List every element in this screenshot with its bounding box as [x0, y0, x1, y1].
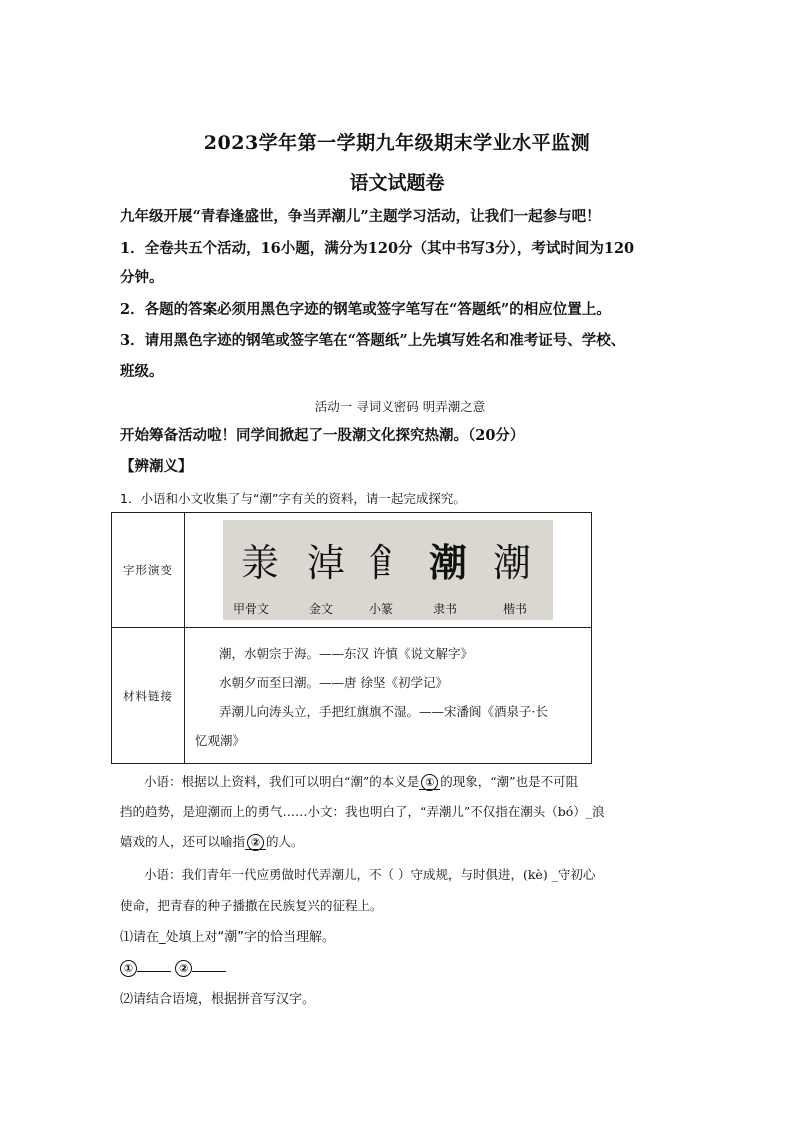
note-3: 3．请用黑色字迹的钢笔或签字笔在“答题纸”上先填写姓名和准考证号、学校、 — [120, 332, 626, 349]
dialogue-p1-line2: 挡的趋势，是迎潮而上的勇气……小文：我也明白了，“弄潮儿”不仅指在潮头（bó）_浪 — [120, 804, 605, 819]
answer-blank-1[interactable] — [137, 971, 171, 972]
intro-line: 九年级开展“青春逢盛世，争当弄潮儿”主题学习活动，让我们一起参与吧！ — [120, 208, 601, 225]
material-3: 弄潮儿向涛头立，手把红旗旗不湿。——宋潘阆《酒泉子·长 — [219, 703, 548, 719]
answer-blanks — [120, 959, 680, 979]
material-cell — [185, 628, 592, 764]
glyph-oracle: 𣴎 — [241, 541, 280, 585]
page-subtitle: 语文试题卷 — [349, 172, 445, 194]
answer-mark-1: ① — [120, 960, 137, 977]
activity-lead: 开始筹备活动啦！同学间掀起了一股潮文化探究热潮。（20分） — [120, 427, 525, 444]
material-2: 水朝夕而至曰潮。——唐 徐坚《初学记》 — [219, 674, 448, 690]
question-1: 1．小语和小文收集了与“潮”字有关的资料，请一起完成探究。 — [120, 491, 466, 506]
glyph-seal: 𩙿 — [369, 541, 408, 585]
glyph-name-regular: 楷书 — [503, 602, 528, 616]
dialogue-p1-line3: 嬉戏的人，还可以喻指 ② 的人。 — [120, 834, 304, 849]
note-2: 2．各题的答案必须用黑色字迹的钢笔或签字笔写在“答题纸”的相应位置上。 — [120, 301, 611, 318]
glyph-clerical: 潮 — [429, 540, 468, 585]
dialogue-p2: 小语：我们青年一代应勇做时代弄潮儿，不（ ）守成规，与时俱进，(kè) _守初心 — [144, 867, 596, 882]
note-1-cont: 分钟。 — [120, 269, 164, 286]
subquestion-2: ⑵请结合语境，根据拼音写汉字。 — [120, 992, 316, 1007]
materials-table — [111, 512, 592, 764]
page-title: 2023学年第一学期九年级期末学业水平监测 — [203, 132, 591, 154]
glyph-regular: 潮 — [493, 541, 532, 585]
dialogue-p1: 小语：根据以上资料，我们可以明白“潮”的本义是 ① 的现象，“潮”也是不可阻 — [144, 774, 579, 789]
glyph-name-bronze: 金文 — [309, 602, 334, 616]
section-heading: 【辨潮义】 — [120, 458, 193, 475]
glyph-name-oracle: 甲骨文 — [233, 602, 270, 616]
answer-mark-2: ② — [175, 960, 192, 977]
glyph-evolution-image — [223, 520, 553, 620]
note-1: 1．全卷共五个活动，16小题，满分为120分（其中书写3分），考试时间为120 — [120, 240, 635, 257]
subquestion-1: ⑴请在_处填上对“潮”字的恰当理解。 — [120, 930, 335, 945]
material-3-cont: 忆观潮》 — [195, 732, 246, 748]
glyph-bronze: 淖 — [307, 541, 346, 585]
note-3-cont: 班级。 — [120, 363, 164, 380]
answer-blank-2[interactable] — [192, 971, 226, 972]
glyph-row-label: 字形演变 — [112, 513, 185, 628]
blank-2: ② — [245, 834, 266, 850]
material-1: 潮，水朝宗于海。——东汉 许慎《说文解字》 — [219, 645, 473, 661]
material-row-label: 材料链接 — [112, 628, 185, 764]
glyph-name-seal: 小篆 — [369, 602, 394, 616]
glyph-evolution-cell — [185, 513, 592, 628]
activity-heading: 活动一 寻词义密码 明弄潮之意 — [314, 399, 486, 414]
glyph-name-clerical: 隶书 — [433, 602, 458, 616]
blank-1: ① — [419, 774, 440, 790]
dialogue-p2-line2: 使命，把青春的种子播撒在民族复兴的征程上。 — [120, 898, 383, 913]
